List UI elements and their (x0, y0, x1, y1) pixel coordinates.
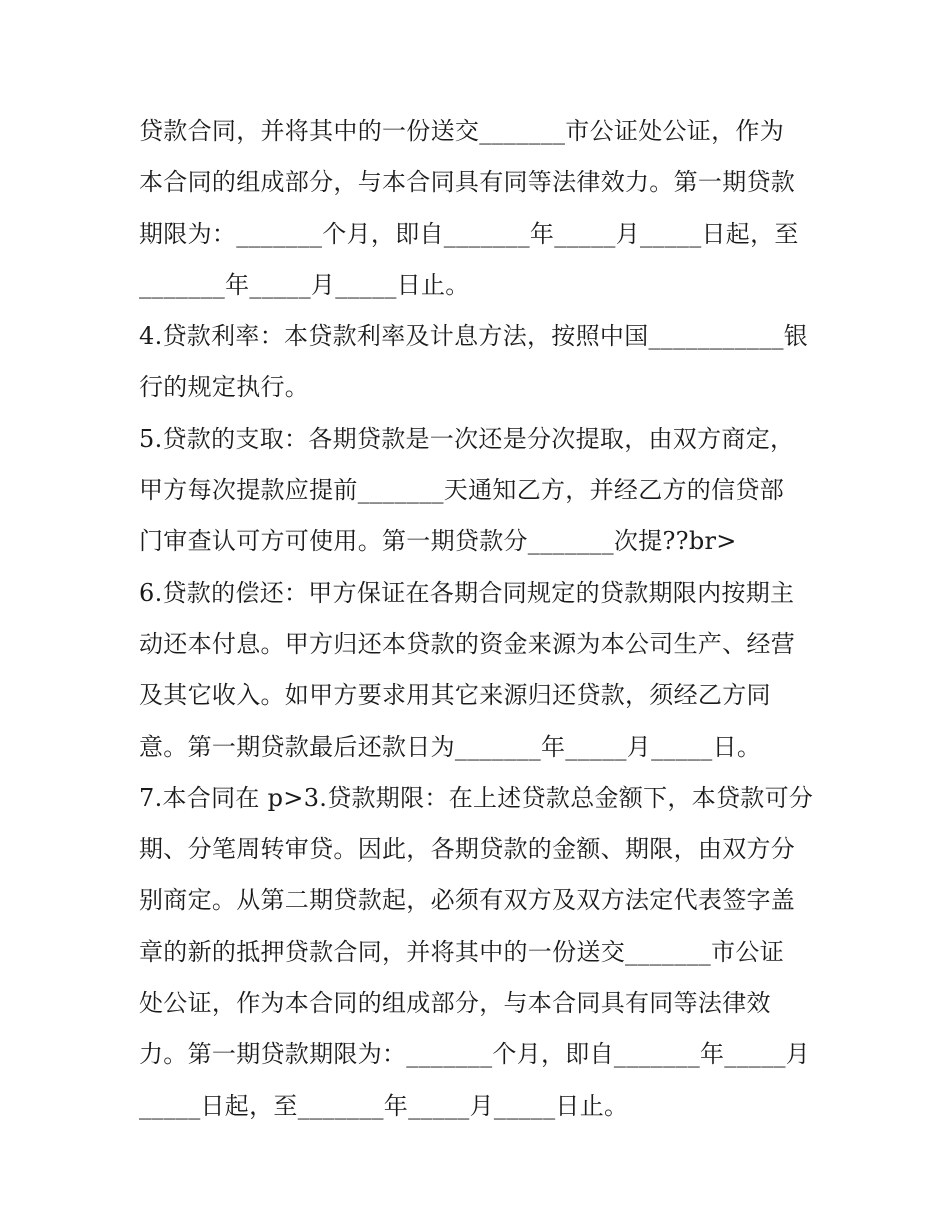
text-line: 6.贷款的偿还：甲方保证在各期合同规定的贷款期限内按期主 (139, 578, 795, 607)
text-line: _____日起，至_______年_____月_____日止。 (139, 1091, 629, 1120)
text-line: 门审查认可方可使用。第一期贷款分_______次提??br> (139, 527, 737, 556)
text-line: 4.贷款利率：本贷款利率及计息方法，按照中国___________银 (139, 322, 809, 351)
text-line: 章的新的抵押贷款合同，并将其中的一份送交_______市公证 (139, 937, 784, 966)
text-line: _______年_____月_____日止。 (139, 270, 470, 299)
text-line: 及其它收入。如甲方要求用其它来源归还贷款，须经乙方同 (139, 681, 771, 710)
text-line: 本合同的组成部分，与本合同具有同等法律效力。第一期贷款 (139, 168, 796, 197)
text-line: 行的规定执行。 (139, 373, 310, 402)
text-line: 意。第一期贷款最后还款日为_______年_____月_____日。 (139, 732, 762, 761)
text-line: 7.本合同在 p>3.贷款期限：在上述贷款总金额下，本贷款可分 (139, 783, 814, 812)
text-line: 甲方每次提款应提前_______天通知乙方，并经乙方的信贷部 (139, 476, 784, 505)
text-line: 力。第一期贷款期限为：_______个月，即自_______年_____月 (139, 1040, 811, 1069)
contract-text (139, 106, 819, 1132)
text-line: 期、分笔周转审贷。因此，各期贷款的金额、期限，由双方分 (139, 835, 796, 864)
text-line: 别商定。从第二期贷款起，必须有双方及双方法定代表签字盖 (139, 886, 796, 915)
text-line: 期限为：_______个月，即自_______年_____月_____日起，至 (139, 219, 799, 248)
text-line: 动还本付息。甲方归还本贷款的资金来源为本公司生产、经营 (139, 629, 796, 658)
text-line: 贷款合同，并将其中的一份送交_______市公证处公证，作为 (139, 117, 784, 145)
text-line: 5.贷款的支取：各期贷款是一次还是分次提取，由双方商定， (139, 424, 795, 453)
text-line: 处公证，作为本合同的组成部分，与本合同具有同等法律效 (139, 989, 771, 1018)
